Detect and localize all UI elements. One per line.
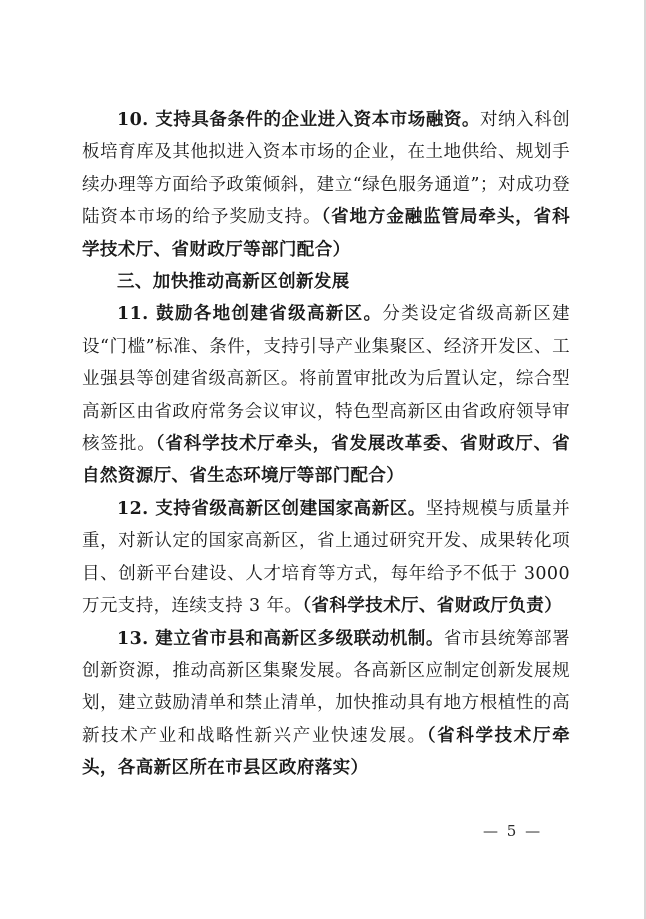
policy-item-11 — [82, 298, 570, 492]
section-heading: 三、加快推动高新区创新发展 — [117, 272, 350, 293]
document-body — [82, 104, 570, 785]
item-12-lead: 12. 支持省级高新区创建国家高新区。 — [117, 498, 426, 519]
item-10-responsibility: （省地方金融监管局牵头，省科学技术厅、省财政厅等部门配合） — [82, 207, 570, 260]
policy-item-12 — [82, 493, 570, 623]
item-13-lead: 13. 建立省市县和高新区多级联动机制。 — [117, 628, 444, 649]
item-10-text: 对纳入科创板培育库及其他拟进入资本市场的企业，在土地供给、规划手续办理等方面给予政策倾斜，建立“绿色服务通道”；对成功登陆资本市场的给予奖励支持。 — [82, 110, 571, 228]
item-11-lead: 11. 鼓励各地创建省级高新区。 — [117, 304, 383, 325]
item-12-responsibility: （省科学技术厅、省财政厅负责） — [302, 596, 563, 617]
item-12-text: 坚持规模与质量并重，对新认定的国家高新区，省上通过研究开发、成果转化项目、创新平台建设、人才培育等方式，每年给予不低于 3000 万元支持，连续支持 3 年。 — [82, 498, 571, 617]
item-11-responsibility: （省科学技术厅牵头，省发展改革委、省财政厅、省自然资源厅、省生态环境厅等部门配合） — [82, 434, 570, 487]
page-number: — 5 — — [483, 822, 543, 840]
policy-item-13 — [82, 623, 570, 785]
item-11-text: 分类设定省级高新区建设“门槛”标准、条件，支持引导产业集聚区、经济开发区、工业强县等创建省级高新区。将前置审批改为后置认定，综合型高新区由省政府常务会议审议，特色型高新区由省政府领导审核签批。 — [82, 304, 571, 455]
item-10-lead: 10. 支持具备条件的企业进入资本市场融资。 — [117, 110, 480, 130]
item-13-responsibility: （省科学技术厅牵头，各高新区所在市县区政府落实） — [82, 725, 571, 779]
policy-item-10 — [82, 104, 570, 266]
item-13-text: 省市县统筹部署创新资源，推动高新区集聚发展。各高新区应制定创新发展规划，建立鼓励清单和禁止清单，加快推动具有地方根植性的高新技术产业和战略性新兴产业快速发展。 — [82, 628, 570, 746]
